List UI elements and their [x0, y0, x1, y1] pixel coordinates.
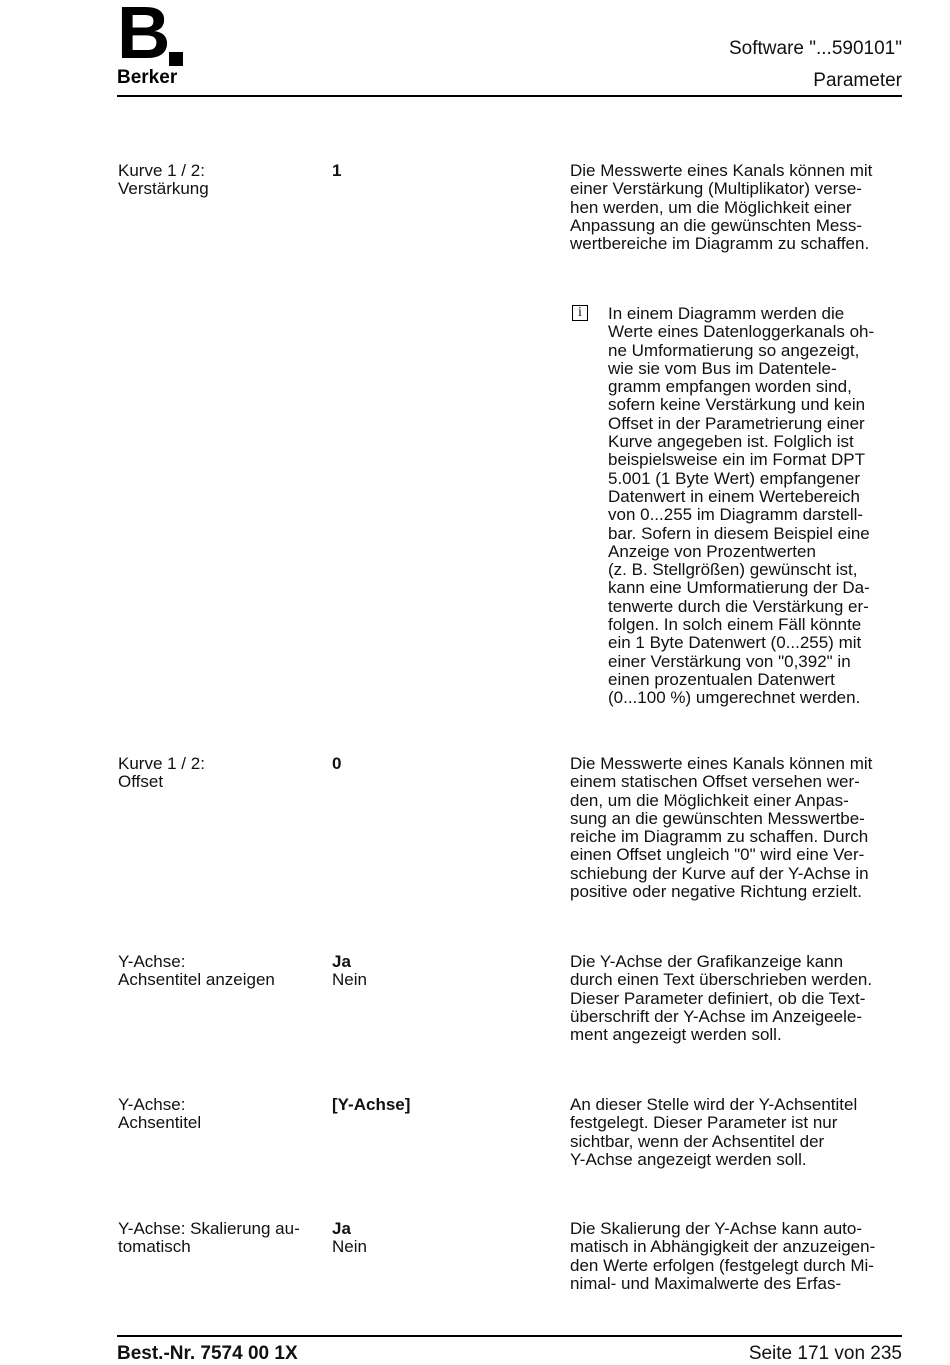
desc-line: durch einen Text überschrieben werden. — [570, 970, 873, 990]
note-line: Offset in der Parametrierung einer — [608, 413, 865, 433]
param-values — [332, 1096, 552, 1114]
note-line: Anzeige von Prozentwerten — [608, 541, 816, 561]
logo-dot — [169, 52, 183, 66]
berker-logo — [117, 0, 189, 88]
desc-line: Die Messwerte eines Kanals können mit — [570, 754, 873, 773]
param-name: Y-Achse: Achsentitel anzeigen — [118, 952, 275, 990]
param-value-default: Ja — [332, 952, 351, 971]
param-name: Kurve 1 / 2: Verstärkung — [118, 161, 209, 199]
desc-line: ment angezeigt werden soll. — [570, 1025, 782, 1045]
param-values — [332, 1220, 552, 1257]
note-line: Datenwert in einem Wertebereich — [608, 486, 860, 506]
note-line: In einem Diagramm werden die — [608, 304, 845, 323]
desc-line: den, um die Möglichkeit einer Anpas- — [570, 790, 849, 810]
desc-line: überschrift der Y-Achse im Anzeigeele- — [570, 1006, 862, 1026]
desc-line: nimal- und Maximalwerte des Erfas- — [570, 1273, 842, 1293]
note-line: tenwerte durch die Verstärkung er- — [608, 596, 869, 616]
desc-line: Die Skalierung der Y-Achse kann auto- — [570, 1219, 863, 1238]
param-description — [570, 755, 910, 901]
desc-line: schiebung der Kurve auf der Y-Achse in — [570, 863, 869, 883]
note-line: bar. Sofern in diesem Beispiel eine — [608, 523, 870, 543]
param-description — [570, 1096, 910, 1169]
software-title: Software "...590101" — [729, 38, 902, 59]
desc-line: festgelegt. Dieser Parameter ist nur — [570, 1113, 838, 1133]
param-description — [570, 953, 910, 1044]
footer-divider — [117, 1335, 902, 1337]
page-number: Seite 171 von 235 — [748, 1343, 902, 1364]
note-line: einer Verstärkung von "0,392" in — [608, 651, 851, 671]
desc-line: sichtbar, wenn der Achsentitel der — [570, 1131, 825, 1151]
note-line: beispielsweise ein im Format DPT — [608, 450, 865, 470]
note-line: einen prozentualen Datenwert — [608, 669, 835, 689]
param-name: Kurve 1 / 2: Offset — [118, 754, 205, 792]
param-values — [332, 953, 552, 990]
note-line: folgen. In solch einem Fäll könnte — [608, 615, 862, 635]
param-name: Y-Achse: Achsentitel — [118, 1095, 202, 1133]
desc-line: matisch in Abhängigkeit der anzuzeigen- — [570, 1237, 876, 1257]
desc-line: An dieser Stelle wird der Y-Achsentitel — [570, 1095, 858, 1114]
note-line: sofern keine Verstärkung und kein — [608, 395, 866, 415]
order-number: Best.-Nr. 7574 00 1X — [117, 1343, 298, 1364]
param-name: Y-Achse: Skalierung au- tomatisch — [118, 1219, 300, 1257]
note-line: wie sie vom Bus im Datentele- — [608, 358, 837, 378]
note-line: von 0...255 im Diagramm darstell- — [608, 505, 864, 525]
param-value-default: 1 — [332, 161, 342, 180]
note-line: ne Umformatierung so angezeigt, — [608, 340, 860, 360]
page-header — [729, 33, 902, 97]
logo-mark — [117, 0, 189, 74]
param-description — [570, 1220, 910, 1293]
note-line: gramm empfangen worden sind, — [608, 377, 852, 397]
param-values — [332, 162, 552, 180]
desc-line: Die Y-Achse der Grafikanzeige kann — [570, 952, 844, 971]
param-value-option: Nein — [332, 1237, 367, 1257]
section-title: Parameter — [813, 70, 902, 91]
param-value-default: [Y-Achse] — [332, 1095, 411, 1114]
param-value-default: Ja — [332, 1219, 351, 1238]
logo-letter: B — [117, 0, 169, 74]
note-line: (z. B. Stellgrößen) gewünscht ist, — [608, 560, 858, 580]
logo-brand-name: Berker — [117, 67, 178, 88]
desc-line: einen Offset ungleich "0" wird eine Ver- — [570, 845, 865, 865]
desc-line: reiche im Diagramm zu schaffen. Durch — [570, 827, 869, 847]
note-line: 5.001 (1 Byte Wert) empfangener — [608, 468, 860, 488]
header-divider — [117, 95, 902, 97]
info-icon: i — [572, 305, 588, 321]
desc-line: den Werte erfolgen (festgelegt durch Mi- — [570, 1255, 874, 1275]
desc-line: hen werden, um die Möglichkeit einer — [570, 197, 852, 217]
desc-line: sung an die gewünschten Messwertbe- — [570, 808, 865, 828]
desc-line: wertbereiche im Diagramm zu schaffen. — [570, 234, 870, 254]
desc-line: Die Messwerte eines Kanals können mit — [570, 161, 873, 180]
desc-line: Anpassung an die gewünschten Mess- — [570, 215, 863, 235]
desc-line: einer Verstärkung (Multiplikator) verse- — [570, 179, 862, 199]
info-note-text — [608, 305, 908, 708]
param-value-default: 0 — [332, 754, 342, 773]
note-line: (0...100 %) umgerechnet werden. — [608, 688, 861, 708]
desc-line: Dieser Parameter definiert, ob die Text- — [570, 988, 866, 1008]
param-values — [332, 755, 552, 773]
note-line: ein 1 Byte Datenwert (0...255) mit — [608, 633, 862, 653]
note-line: Werte eines Datenloggerkanals oh- — [608, 322, 875, 342]
note-line: Kurve angegeben ist. Folglich ist — [608, 432, 854, 452]
desc-line: Y-Achse angezeigt werden soll. — [570, 1149, 807, 1169]
note-line: kann eine Umformatierung der Da- — [608, 578, 870, 598]
desc-line: positive oder negative Richtung erzielt. — [570, 882, 862, 902]
desc-line: einem statischen Offset versehen wer- — [570, 772, 860, 792]
param-value-option: Nein — [332, 970, 367, 990]
param-description — [570, 162, 910, 253]
